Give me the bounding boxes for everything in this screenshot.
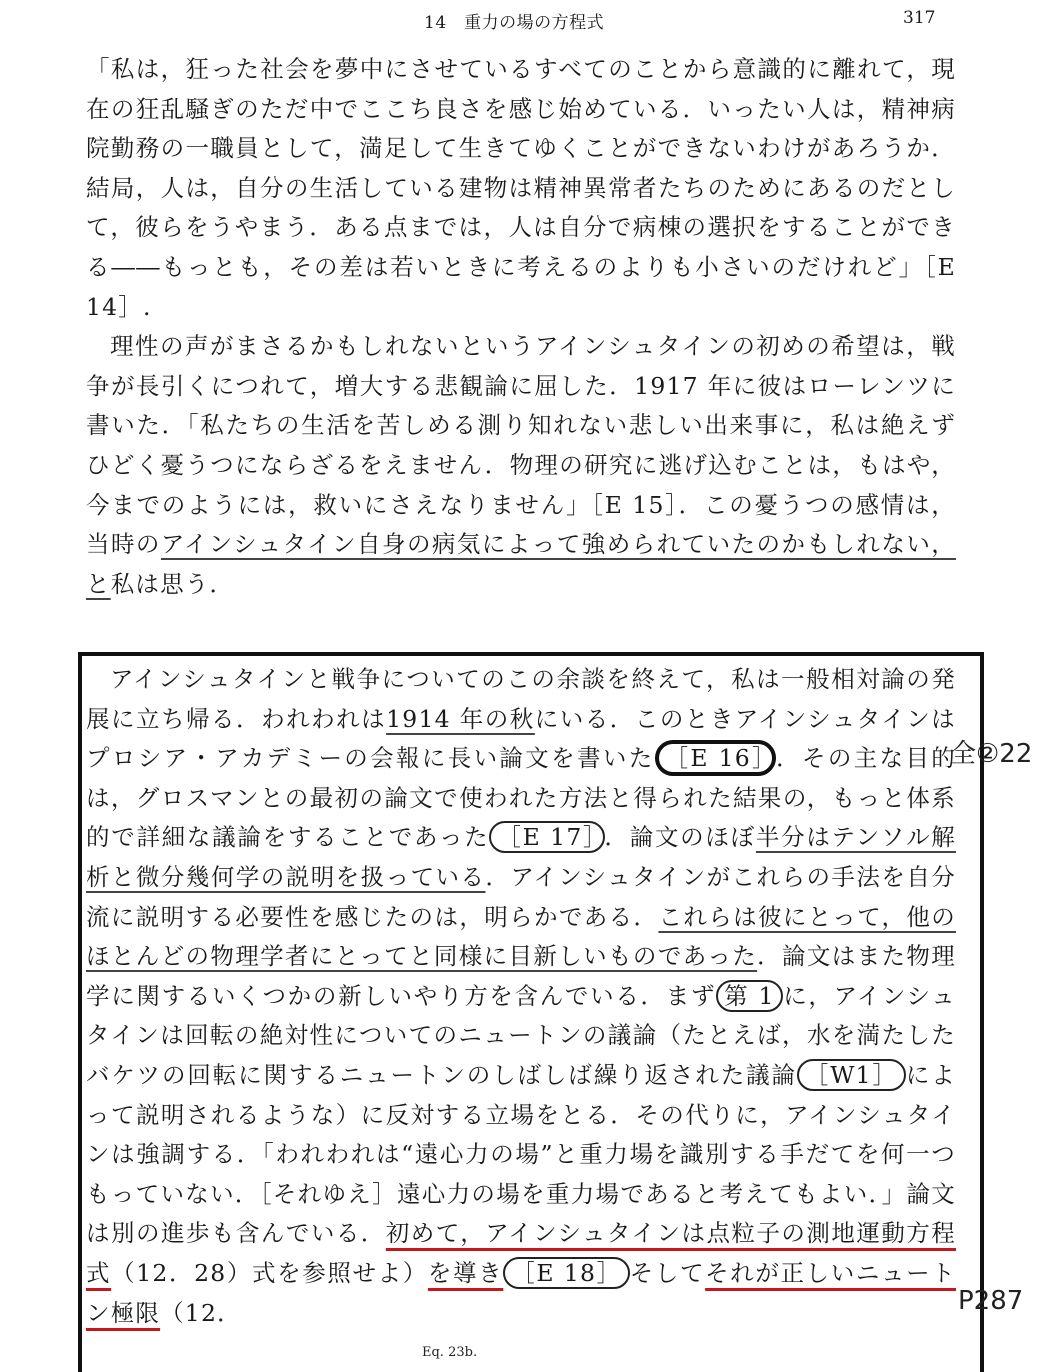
circled-first: 第 1 bbox=[716, 980, 783, 1012]
margin-note-volume: 全②22 bbox=[950, 739, 1033, 769]
text-run: に，アインシュタインは回転の絶対性についてのニュートンの議論（たとえば，水を満たしたバケツの回転に関するニュートンのしばしば繰り返された議論 bbox=[86, 981, 956, 1089]
text-run: （12．28）式を参照せよ） bbox=[111, 1258, 428, 1287]
text-run: アインシュタインと戦争についてのこの余談を終えて，私は一般相対論の発展に立ち帰る．われわれは bbox=[86, 665, 956, 733]
red-underlined-derive: を導き bbox=[427, 1258, 504, 1287]
text-run: にいる．このときアインシュタインはプロシア・アカデミーの会報に長い論文を書いた bbox=[86, 704, 956, 773]
red-underlined-newton-limit: それが正しいニュートン極限 bbox=[86, 1258, 957, 1327]
red-underlined-geodesic: 初めて，アインシュタインは点粒子の測地運動方程式 bbox=[86, 1219, 956, 1287]
circled-ref-w1: ［W1］ bbox=[797, 1059, 906, 1091]
quote-paragraph: 「私は，狂った社会を夢中にさせているすべてのことから意識的に離れて，現在の狂乱騒ぎのただ中でここち良さを感じ始めている．いったい人は，精神病院勤務の一職員として，満足して生きてゆくことができないわけがあろうか．結局，人は，自分の生活している建物は精神異常者たちのためにあるのだとして，彼らをうやまう．ある点までは，人は自分で病棟の選択をすることができる――もっとも，その差は若いときに考えるのよりも小さいのだけれど」［E 14］. bbox=[86, 55, 956, 321]
text-run: によって説明されるような）に反対する立場をとる．その代りに，アインシュタインは強調する．「われわれは“遠心力の場”と重力場を識別する手だてを何一つもっていない．［それゆえ］遠心力の場を重力場であると考えてもよい．」論文は別の進歩も含んでいる． bbox=[86, 1060, 956, 1248]
general-relativity-paragraph bbox=[86, 660, 956, 1333]
footnote-equation: Eq. 23b. bbox=[422, 1345, 478, 1360]
text-run: ．アインシュタインがこれらの手法を自分流に説明する必要性を感じたのは，明らかである． bbox=[86, 862, 956, 931]
top-text-block bbox=[86, 50, 956, 604]
paragraph-pessimism-text: 理性の声がまさるかもしれないというアインシュタインの初めの希望は，戦争が長引くにつれて，増大する悲観論に屈した．1917 年に彼はローレンツに書いた．「私たちの生活を苦しめる測り知れない悲しい出来事に，私は絶えずひどく憂うつにならざるをえません．物理の研究に逃げ込むことは，もはや，今までのようには，救いにさえなりません」［E 15］．この憂うつの感情は，当時の bbox=[86, 332, 957, 559]
underlined-tensor-phrase: 半分はテンソル解析と微分幾何学の説明を扱っている bbox=[86, 823, 956, 891]
page-number: 317 bbox=[903, 8, 936, 28]
text-run: そして bbox=[629, 1258, 706, 1287]
circled-ref-e18: ［E 18］ bbox=[503, 1257, 629, 1289]
chapter-title: 14 重力の場の方程式 bbox=[424, 13, 605, 33]
circled-ref-e17: ［E 17］ bbox=[489, 821, 604, 853]
boxed-text-block bbox=[86, 660, 956, 1333]
underlined-illness-phrase: アインシュタイン自身の病気によって強められていたのかもしれない，と bbox=[86, 530, 956, 598]
paragraph-pessimism bbox=[86, 327, 956, 604]
margin-note-page: P287 bbox=[958, 1286, 1024, 1316]
text-run: ．論文のほぼ bbox=[604, 823, 756, 852]
page-header bbox=[0, 6, 1037, 34]
text-run: ．論文はまた物理学に関するいくつかの新しいやり方を含んでいる．まず bbox=[86, 942, 956, 1010]
underlined-autumn-1914: 1914 年の秋 bbox=[386, 704, 535, 733]
underlined-novelty-phrase: これらは彼にとって，他のほとんどの物理学者にとってと同様に目新しいものであった bbox=[86, 902, 956, 971]
text-run: （12． bbox=[160, 1298, 242, 1327]
paragraph-tail: 私は思う． bbox=[110, 569, 235, 598]
text-run: ．その主な目的は，グロスマンとの最初の論文で使われた方法と得られた結果の，もっと体系的で詳細な議論をすることであった bbox=[86, 744, 956, 852]
circled-ref-e16: ［E 16］ bbox=[655, 740, 777, 776]
